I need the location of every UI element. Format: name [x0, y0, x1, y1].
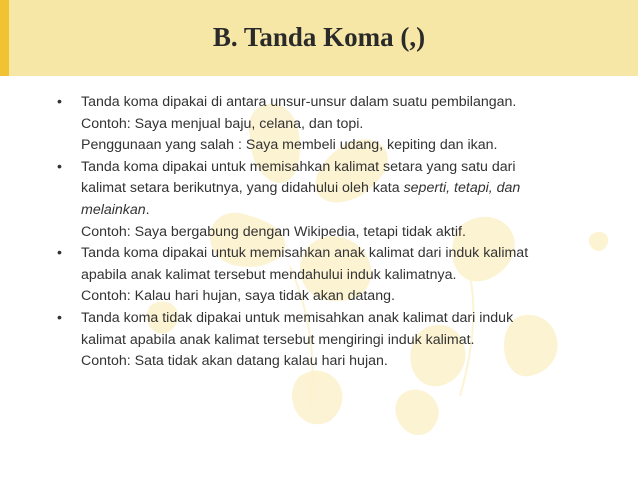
bullet-text-line: Tanda koma tidak dipakai untuk memisahkan anak kalimat dari induk [81, 309, 514, 326]
bullet-text-line [81, 178, 627, 200]
bullet-item [57, 157, 627, 243]
bullet-text-line: kalimat apabila anak kalimat tersebut mengiringi induk kalimat. [81, 331, 475, 348]
bullet-text-line: Contoh: Kalau hari hujan, saya tidak akan datang. [81, 288, 395, 305]
bullet-text-line: Tanda koma dipakai untuk memisahkan anak kalimat dari induk kalimat [81, 245, 529, 262]
bullet-text-line: apabila anak kalimat tersebut mendahului induk kalimatnya. [81, 266, 457, 283]
bullet-item [57, 243, 627, 308]
italic-text: seperti, tetapi, dan [403, 180, 521, 197]
bullet-item [57, 308, 627, 373]
bullet-text-line: Tanda koma dipakai di antara unsur-unsur dalam suatu pembilangan. [81, 94, 517, 110]
italic-text: melainkan [81, 201, 146, 218]
bullet-text-line: Penggunaan yang salah : Saya membeli udang, kepiting dan ikan. [81, 137, 498, 154]
plain-text: kalimat setara berikutnya, yang didahului oleh kata [81, 180, 404, 197]
bullet-text-line: Tanda koma dipakai untuk memisahkan kalimat setara yang satu dari [81, 158, 516, 175]
slide-body [57, 92, 627, 373]
bullet-text-line: Contoh: Sata tidak akan datang kalau hari hujan. [81, 353, 388, 370]
bullet-dot: • [57, 94, 62, 110]
bullet-dot: • [57, 309, 62, 326]
bullet-text-line: Contoh: Saya menjual baju, celana, dan topi. [81, 115, 364, 132]
bullet-text-line [81, 200, 627, 222]
bullet-text-line: Contoh: Saya bergabung dengan Wikipedia, tetapi tidak aktif. [81, 223, 466, 240]
bullet-dot: • [57, 245, 62, 262]
bullet-dot: • [57, 158, 62, 175]
plain-text: . [145, 201, 150, 218]
slide-title: B. Tanda Koma (,) [212, 22, 426, 52]
bullet-item [57, 92, 627, 157]
